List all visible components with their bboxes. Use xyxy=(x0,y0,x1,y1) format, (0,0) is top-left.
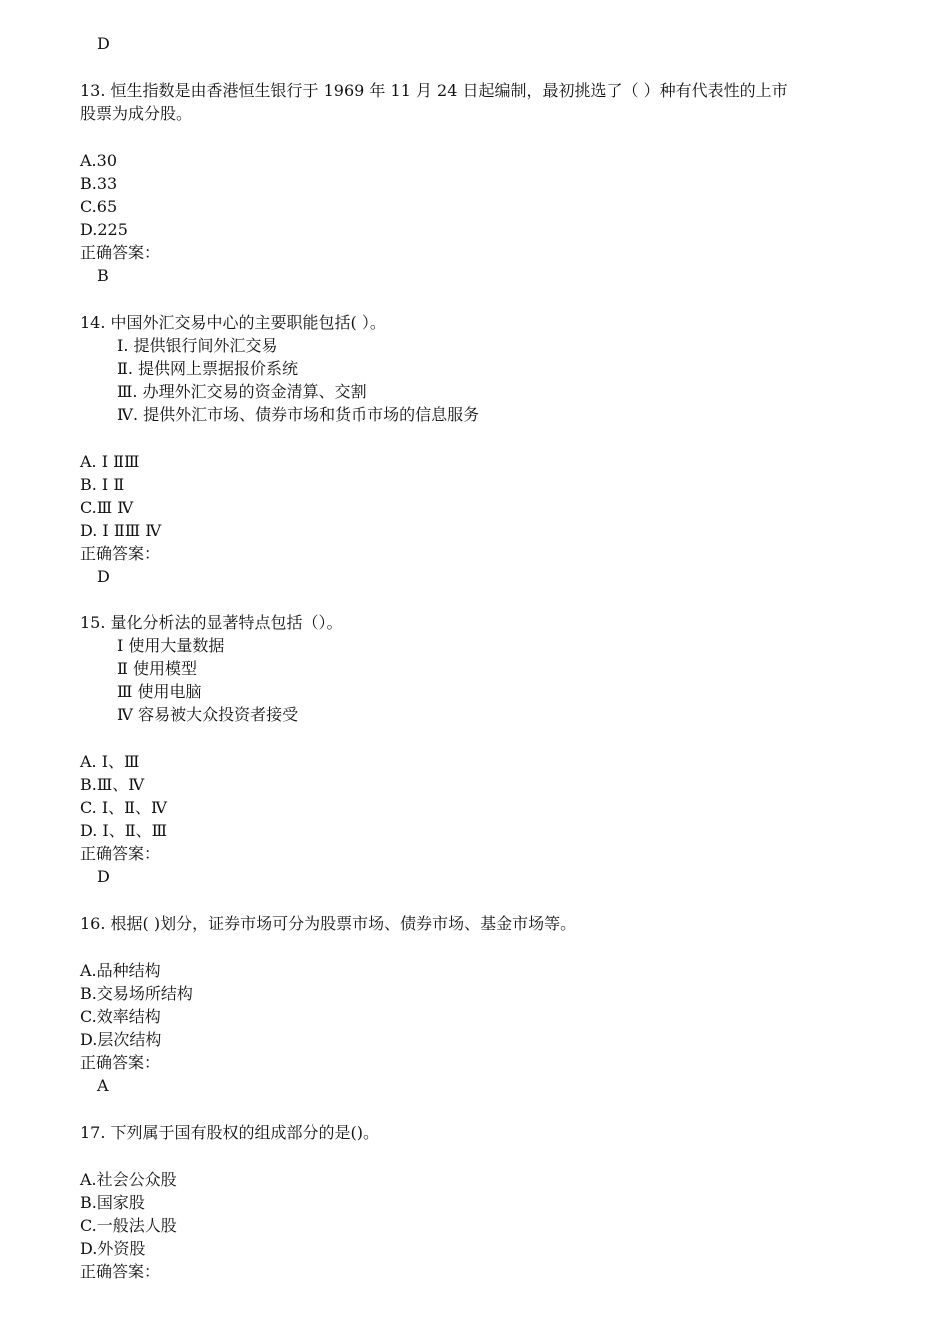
option-c: C.一般法人股 xyxy=(80,1216,177,1235)
question-14-item-2: Ⅱ. 提供网上票据报价系统 xyxy=(117,359,299,378)
option-c: C.效率结构 xyxy=(80,1007,161,1026)
question-14-text: 14. 中国外汇交易中心的主要职能包括( ）。 xyxy=(80,313,386,332)
option-a: A.30 xyxy=(80,151,117,170)
question-13-line-1: 13. 恒生指数是由香港恒生银行于 1969 年 11 月 24 日起编制，最初挑选了（ ）种有代表性的上市 xyxy=(80,81,788,100)
answer-value: D xyxy=(97,867,110,886)
question-17-text: 17. 下列属于国有股权的组成部分的是()。 xyxy=(80,1123,380,1142)
option-b: B.33 xyxy=(80,174,118,193)
option-a: A. Ⅰ ⅡⅢ xyxy=(80,452,140,471)
option-a: A.社会公众股 xyxy=(80,1170,177,1189)
answer-label: 正确答案： xyxy=(80,1262,161,1281)
question-15-item-1: Ⅰ 使用大量数据 xyxy=(117,636,225,655)
answer-value: D xyxy=(97,567,110,586)
answer-label: 正确答案： xyxy=(80,544,161,563)
question-15-item-3: Ⅲ 使用电脑 xyxy=(117,682,202,701)
answer-value: B xyxy=(97,266,109,285)
option-c: C. Ⅰ、Ⅱ、Ⅳ xyxy=(80,798,168,817)
option-b: B.Ⅲ、Ⅳ xyxy=(80,775,145,794)
question-14-item-4: Ⅳ. 提供外汇市场、债券市场和货币市场的信息服务 xyxy=(117,405,480,424)
question-16-text: 16. 根据( )划分，证券市场可分为股票市场、债券市场、基金市场等。 xyxy=(80,914,577,933)
option-b: B.交易场所结构 xyxy=(80,984,193,1003)
answer-value: A xyxy=(97,1076,109,1095)
question-13-line-2: 股票为成分股。 xyxy=(80,104,193,123)
question-15-text: 15. 量化分析法的显著特点包括（）。 xyxy=(80,613,343,632)
question-15-item-4: Ⅳ 容易被大众投资者接受 xyxy=(117,705,299,724)
option-c: C.65 xyxy=(80,197,118,216)
option-b: B. Ⅰ Ⅱ xyxy=(80,475,125,494)
option-a: A.品种结构 xyxy=(80,961,161,980)
option-d: D.外资股 xyxy=(80,1239,146,1258)
option-d: D.层次结构 xyxy=(80,1030,162,1049)
answer-label: 正确答案： xyxy=(80,1053,161,1072)
question-14-item-3: Ⅲ. 办理外汇交易的资金清算、交割 xyxy=(117,382,367,401)
option-c: C.Ⅲ Ⅳ xyxy=(80,498,134,517)
option-d: D. Ⅰ ⅡⅢ Ⅳ xyxy=(80,521,162,540)
option-b: B.国家股 xyxy=(80,1193,145,1212)
answer-value: D xyxy=(97,34,110,53)
question-15-item-2: Ⅱ 使用模型 xyxy=(117,659,197,678)
option-d: D.225 xyxy=(80,220,128,239)
option-d: D. Ⅰ、Ⅱ、Ⅲ xyxy=(80,821,168,840)
option-a: A. Ⅰ、Ⅲ xyxy=(80,752,140,771)
answer-label: 正确答案： xyxy=(80,844,161,863)
question-14-item-1: Ⅰ. 提供银行间外汇交易 xyxy=(117,336,278,355)
answer-label: 正确答案： xyxy=(80,243,161,262)
